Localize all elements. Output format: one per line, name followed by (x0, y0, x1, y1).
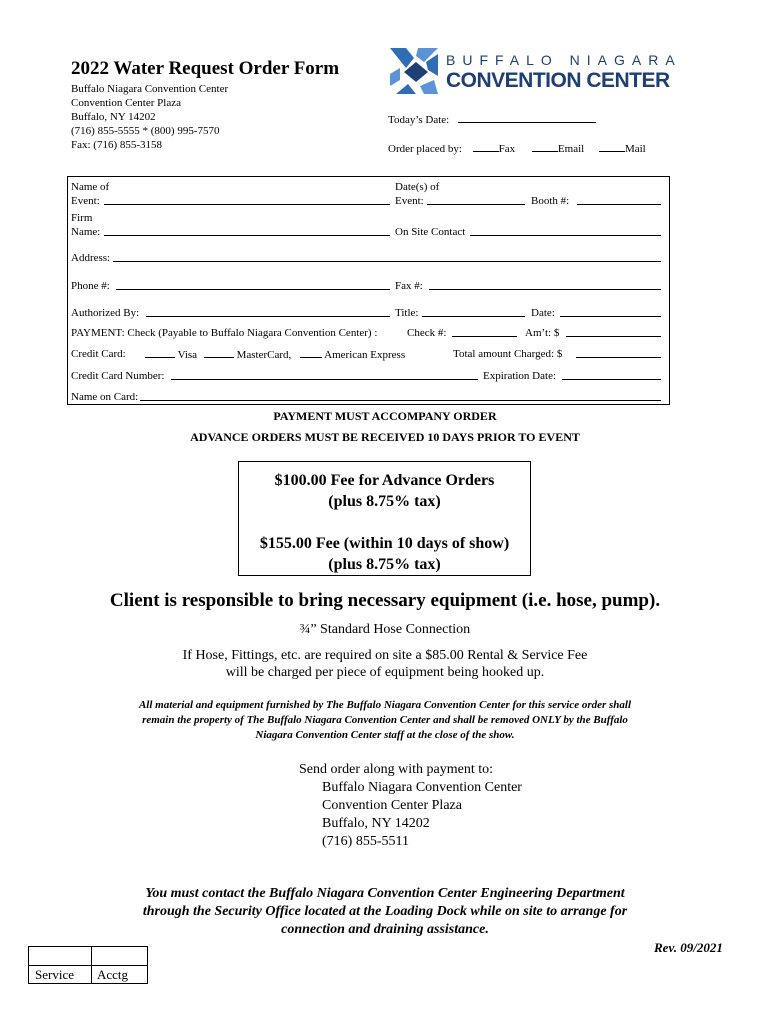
org-phones: (716) 855-5555 * (800) 995-7570 (71, 125, 220, 137)
org-fax: Fax: (716) 855-3158 (71, 139, 163, 151)
order-mail-check[interactable] (599, 141, 625, 152)
fee-advance: $100.00 Fee for Advance Orders (274, 472, 495, 489)
address-field[interactable] (113, 261, 661, 262)
send-order-block (299, 761, 522, 851)
title-field[interactable] (422, 316, 525, 317)
send-line-3: Buffalo, NY 14202 (322, 816, 430, 831)
event-dates-field[interactable] (427, 204, 525, 205)
amex-check[interactable] (300, 347, 322, 358)
send-line-4: (716) 855-5511 (322, 834, 409, 849)
fee-late-tax: (plus 8.75% tax) (328, 556, 441, 573)
send-intro: Send order along with payment to: (299, 762, 494, 777)
form-bottom-rule (67, 404, 670, 405)
fax-label: Fax #: (395, 280, 423, 292)
visa-check[interactable] (145, 347, 175, 358)
firm-name-field[interactable] (104, 235, 390, 236)
expiration-field[interactable] (562, 379, 661, 380)
check-field[interactable] (452, 336, 517, 337)
order-fax-label: Fax (498, 143, 516, 155)
credit-card-label: Credit Card: (71, 348, 126, 360)
fax-field[interactable] (429, 289, 661, 290)
revision-label: Rev. 09/2021 (654, 940, 723, 955)
todays-date-label: Today’s Date: (388, 114, 450, 126)
fee-box (238, 461, 531, 576)
acctg-label: Acctg (97, 967, 129, 982)
authorized-label: Authorized By: (71, 307, 140, 319)
order-mail-label: Mail (624, 143, 646, 155)
expiration-label: Expiration Date: (483, 370, 557, 382)
org-name: Buffalo Niagara Convention Center (71, 83, 229, 95)
order-email-label: Email (557, 143, 585, 155)
payment-label: PAYMENT: Check (Payable to Buffalo Niagara Convention Center) : (71, 327, 378, 339)
amount-field[interactable] (566, 336, 661, 337)
send-line-2: Convention Center Plaza (322, 798, 462, 813)
order-fax-check[interactable] (473, 141, 499, 152)
phone-label: Phone #: (71, 280, 110, 292)
check-label: Check #: (407, 327, 447, 339)
logo-line-2: CONVENTION CENTER (446, 69, 670, 92)
event-name-field[interactable] (104, 204, 390, 205)
card-type-row (145, 347, 405, 362)
cc-number-field[interactable] (171, 379, 478, 380)
advance-orders-notice: ADVANCE ORDERS MUST BE RECEIVED 10 DAYS PRIOR TO EVENT (190, 430, 580, 444)
mastercard-label: MasterCard, (236, 349, 292, 361)
amex-label: American Express (324, 349, 406, 361)
payment-must-notice: PAYMENT MUST ACCOMPANY ORDER (273, 409, 497, 423)
total-charged-field[interactable] (576, 357, 661, 358)
form-right-rule (669, 176, 670, 404)
date-field[interactable] (560, 316, 661, 317)
booth-field[interactable] (577, 204, 661, 205)
rental-fee-line-2: will be charged per piece of equipment being hooked up. (225, 665, 545, 680)
order-email-check[interactable] (532, 141, 558, 152)
name-on-card-label: Name on Card: (71, 391, 139, 403)
booth-label: Booth #: (531, 195, 570, 207)
event-name-label: Name of Event: (71, 181, 110, 207)
order-placed-label: Order placed by: (388, 143, 462, 155)
service-label: Service (35, 967, 74, 982)
todays-date-row (388, 112, 596, 127)
onsite-contact-field[interactable] (470, 235, 661, 236)
property-notice: All material and equipment furnished by The Buffalo Niagara Convention Center for this service order shall remain the property of The Buffalo Niagara Convention Center and shall be removed ONLY by the Buffalo Niagara Convention Center staff at the close of the show. (138, 699, 632, 741)
bncc-logo (388, 46, 688, 96)
order-placed-row (388, 141, 646, 156)
send-line-1: Buffalo Niagara Convention Center (322, 780, 522, 795)
firm-name-label: Firm Name: (71, 212, 101, 238)
onsite-contact-label: On Site Contact (395, 226, 466, 238)
fee-late: $155.00 Fee (within 10 days of show) (259, 535, 510, 552)
title-label: Title: (395, 307, 419, 319)
engineering-contact-notice: You must contact the Buffalo Niagara Convention Center Engineering Department through the Security Office located at the Loading Dock while on site to arrange for connection and draining assistance. (142, 886, 628, 937)
logo-mark-icon (388, 46, 440, 96)
event-dates-label: Date(s) of Event: (395, 181, 440, 207)
total-charged-label: Total amount Charged: $ (453, 348, 563, 360)
todays-date-field[interactable] (458, 112, 596, 123)
office-use-box (28, 946, 148, 984)
page-title: 2022 Water Request Order Form (71, 58, 340, 79)
visa-label: Visa (177, 349, 198, 361)
fee-advance-tax: (plus 8.75% tax) (328, 493, 441, 510)
form-top-rule (67, 176, 670, 177)
cc-number-label: Credit Card Number: (71, 370, 165, 382)
logo-line-1: BUFFALO NIAGARA (446, 52, 682, 68)
amount-label: Am’t: $ (525, 327, 560, 339)
org-street: Convention Center Plaza (71, 97, 181, 109)
phone-field[interactable] (116, 289, 390, 290)
date-label: Date: (531, 307, 555, 319)
mastercard-check[interactable] (204, 347, 234, 358)
org-city: Buffalo, NY 14202 (71, 111, 156, 123)
rental-fee-line-1: If Hose, Fittings, etc. are required on site a $85.00 Rental & Service Fee (182, 648, 588, 663)
name-on-card-field[interactable] (140, 400, 661, 401)
address-label: Address: (71, 252, 111, 264)
form-left-rule (67, 176, 68, 404)
hose-connection: ¾” Standard Hose Connection (299, 622, 471, 637)
org-address (71, 82, 228, 152)
authorized-field[interactable] (146, 316, 390, 317)
equipment-headline: Client is responsible to bring necessary equipment (i.e. hose, pump). (109, 590, 661, 611)
